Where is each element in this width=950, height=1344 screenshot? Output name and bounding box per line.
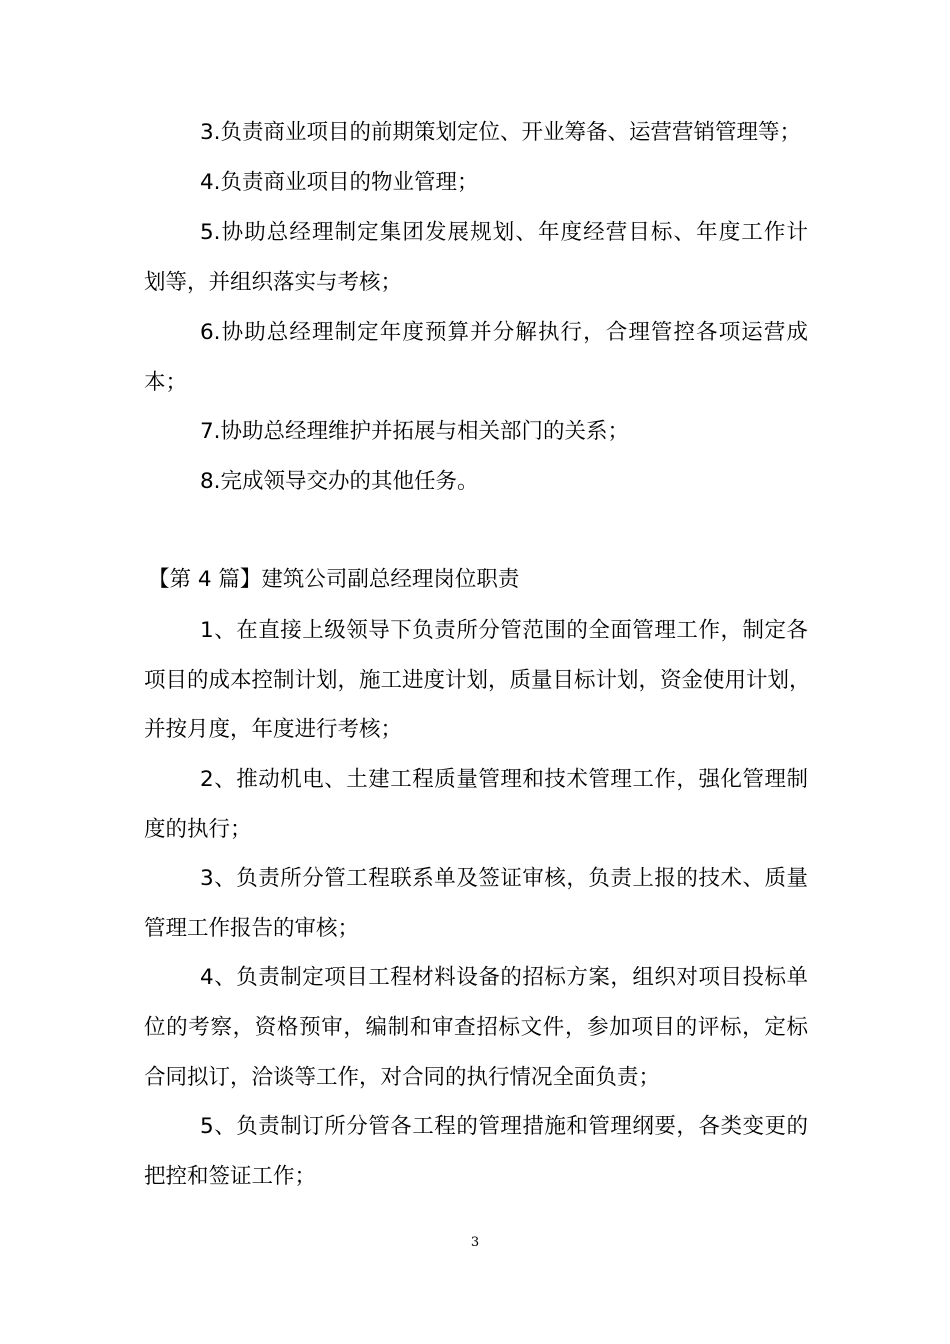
paragraph-line: 管理工作报告的审核；: [144, 916, 360, 941]
paragraph-line: 6.协助总经理制定年度预算并分解执行，合理管控各项运营成: [200, 320, 808, 345]
paragraph-line: 合同拟订，洽谈等工作，对合同的执行情况全面负责；: [144, 1065, 661, 1090]
paragraph-line: 位的考察，资格预审，编制和审查招标文件，参加项目的评标，定标: [144, 1015, 808, 1040]
paragraph-line: 1、在直接上级领导下负责所分管范围的全面管理工作，制定各: [200, 618, 808, 643]
paragraph-line: 并按月度，年度进行考核；: [144, 717, 403, 742]
paragraph-line: 度的执行；: [144, 817, 252, 842]
paragraph-line: 3、负责所分管工程联系单及签证审核，负责上报的技术、质量: [200, 866, 808, 891]
paragraph-line: 4.负责商业项目的物业管理；: [200, 170, 479, 195]
paragraph-line: 3.负责商业项目的前期策划定位、开业筹备、运营营销管理等；: [200, 120, 802, 145]
paragraph-line: 5.协助总经理制定集团发展规划、年度经营目标、年度工作计: [200, 220, 808, 245]
paragraph-line: 划等，并组织落实与考核；: [144, 270, 403, 295]
paragraph-line: 2、推动机电、土建工程质量管理和技术管理工作，强化管理制: [200, 767, 808, 792]
paragraph-line: 7.协助总经理维护并拓展与相关部门的关系；: [200, 419, 630, 444]
paragraph-line: 4、负责制定项目工程材料设备的招标方案，组织对项目投标单: [200, 965, 808, 990]
paragraph-line: 项目的成本控制计划，施工进度计划，质量目标计划，资金使用计划，: [144, 668, 811, 693]
paragraph-line: 本；: [144, 370, 188, 395]
paragraph-line: 8.完成领导交办的其他任务。: [200, 469, 479, 494]
section-heading: 【第 4 篇】建筑公司副总经理岗位职责: [148, 567, 520, 592]
paragraph-line: 把控和签证工作；: [144, 1164, 317, 1189]
page-number: 3: [470, 1235, 480, 1250]
paragraph-line: 5、负责制订所分管各工程的管理措施和管理纲要，各类变更的: [200, 1114, 808, 1139]
